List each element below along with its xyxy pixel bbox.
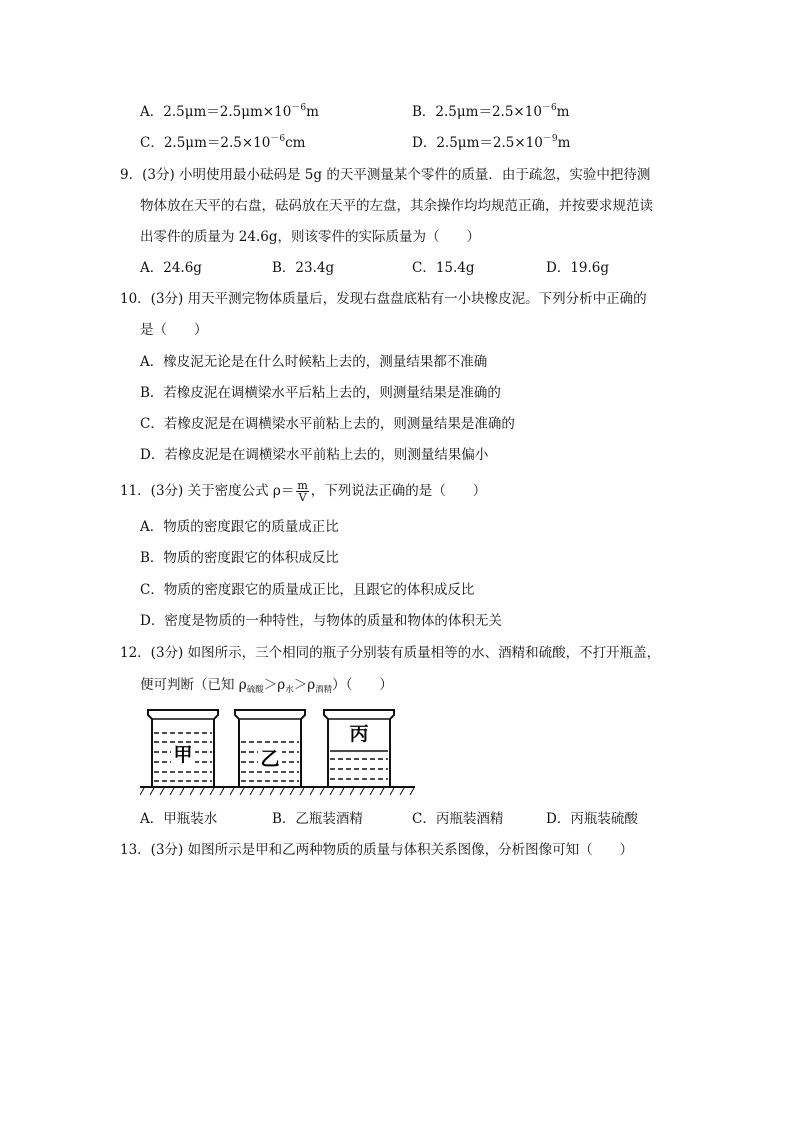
q10-option-d: D．若橡皮泥是在调横梁水平前粘上去的，则测量结果偏小: [140, 447, 489, 463]
q10-option-a: A．橡皮泥无论是在什么时候粘上去的，测量结果都不准确: [140, 354, 488, 370]
q12-option-c: C．丙瓶装酒精: [412, 811, 504, 827]
bottle-yi: [235, 710, 305, 787]
q10-option-b: B．若橡皮泥在调横梁水平后粘上去的，则测量结果是准确的: [140, 385, 501, 401]
q8-option-a: A．$2.5\mu m=2.5\mu m\times 10^{-6}m$: [140, 103, 319, 120]
three-bottles-figure: [140, 707, 415, 799]
q9-option-a: A．24.6g: [140, 260, 202, 276]
q12-option-d: D．丙瓶装硫酸: [546, 811, 638, 827]
q10-option-c: C．若橡皮泥是在调横梁水平前粘上去的，则测量结果是准确的: [140, 416, 515, 432]
q12-stem-line-2: 便可判断（已知 $\rho_{硫酸}>\rho_水>\rho_{酒精}$）（ ）: [140, 677, 393, 695]
q9-option-d: D．19.6g: [546, 260, 610, 276]
q12-stem-line-1: 12．(3分) 如图所示，三个相同的瓶子分别装有质量相等的水、酒精和硫酸，不打开瓶盖，: [120, 645, 661, 661]
bottle-bing: [324, 710, 394, 787]
q9-stem-line-2: 物体放在天平的右盘，砝码放在天平的左盘，其余操作均均规范正确，并按要求规范读: [140, 198, 653, 214]
q10-stem-line-1: 10．(3分) 用天平测完物体质量后，发现右盘盘底粘有一小块橡皮泥。下列分析中正确的: [120, 291, 647, 307]
label-yi: 乙: [260, 748, 280, 770]
q11-option-c: C．物质的密度跟它的质量成正比，且跟它的体积成反比: [140, 582, 475, 598]
q12-option-b: B．乙瓶装酒精: [272, 811, 363, 827]
q9-stem-line-3: 出零件的质量为 24.6g，则该零件的实际质量为（ ）: [140, 229, 480, 245]
q12-option-a: A．甲瓶装水: [140, 811, 218, 827]
bottle-jia: [148, 710, 218, 787]
density-fraction: $\frac{m}{V}$: [297, 479, 308, 504]
q8-option-c: C．$2.5\mu m=2.5\times 10^{-6}cm$: [140, 134, 306, 151]
q11-option-a: A．物质的密度跟它的质量成正比: [140, 519, 339, 535]
q13-stem-line-1: 13．(3分) 如图所示是甲和乙两种物质的质量与体积关系图像，分析图像可知（ ）: [120, 842, 634, 858]
q11-option-d: D．密度是物质的一种特性，与物体的质量和物体的体积无关: [140, 613, 502, 629]
q11-stem: 11．(3分) 关于密度公式 ρ＝ $\frac{m}{V}$ ，下列说法正确的是（ ）: [120, 479, 487, 504]
q9-stem-line-1: 9．(3分) 小明使用最小砝码是 5g 的天平测量某个零件的质量．由于疏忽，实验中把待测: [120, 167, 651, 183]
q9-option-c: C．15.4g: [412, 260, 475, 276]
q11-option-b: B．物质的密度跟它的体积成反比: [140, 550, 339, 566]
q9-option-b: B．23.4g: [272, 260, 335, 276]
label-bing: 丙: [349, 723, 369, 745]
label-jia: 甲: [173, 744, 193, 766]
q8-option-d: D．$2.5\mu m=2.5\times 10^{-9}m$: [412, 134, 571, 151]
q8-option-b: B．$2.5\mu m=2.5\times 10^{-6}m$: [412, 103, 570, 120]
q10-stem-line-2: 是（ ）: [140, 322, 208, 338]
